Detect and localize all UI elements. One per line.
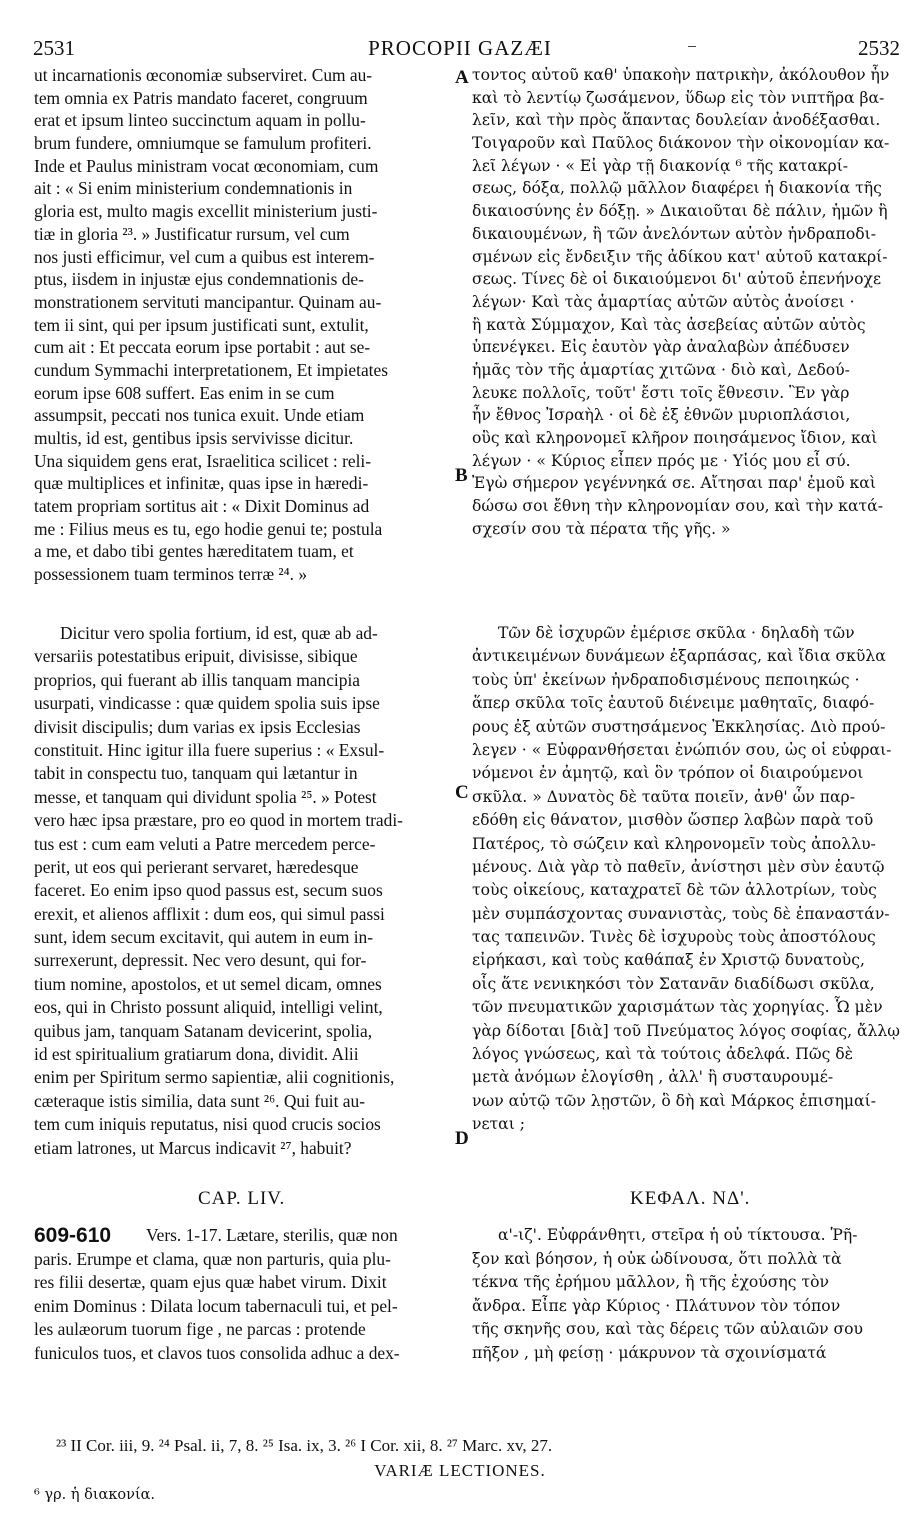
text-line: quibus jam, tanquam Satanam devicerint, spolia, [34,1020,373,1041]
text-line: δώσω σοι ἔθνη τὴν κληρονομίαν σου, καὶ τὴν κατά- [472,497,883,516]
text-line: tem cum iniquis reputatus, nisi quod crucis socios [34,1114,381,1135]
text-line: ἦν ἔθνος Ἰσραὴλ · οἱ δὲ ἐξ ἐθνῶν μυριοπλάσιοι, [472,406,851,425]
text-line: erat et ipsum linteo succinctum aquam in pollu- [34,110,366,131]
text-line: λόγος γνώσεως, καὶ τὰ τούτοις ἀδελφά. Πῶς δὲ [472,1045,854,1064]
text-line: Ἐγὼ σήμερον γεγέννηκά σε. Αἴτησαι παρ' ἐμοῦ καὶ [472,474,876,493]
text-line: eorum ipse 608 suffert. Eas enim in se cum [34,382,335,403]
text-line: gloria est, multo magis excellit ministerium justi- [34,201,378,222]
text-line: νεται ; [472,1115,526,1134]
text-line: μὲν συμπάσχοντας συνανιστὰς, τοὺς δὲ ἐπαναστάν- [472,904,890,923]
text-line: enim Dominus : Dilata locum tabernaculi tui, et pel- [34,1295,398,1316]
text-line: usurpati, vindicasse : quæ quidem spolia suis ipse [34,693,380,714]
text-line: paris. Erumpe et clama, quæ non parturis, quia plu- [34,1248,391,1269]
text-line: Inde et Paulus ministram vocat œconomiam, cum [34,155,379,176]
text-line: ἅπερ σκῦλα τοῖς ἑαυτοῦ διένειμε μαθηταῖς, διαφό- [472,694,875,713]
text-line: constituit. Hinc igitur illa fuere superius : « Exsul- [34,739,385,760]
text-line: quæ multiplices et infinitæ, quas ipse in hæredi- [34,473,369,494]
text-line: messe, et tanquam qui dividunt spolia ²⁵. » Potest [34,786,377,807]
variant-reading-note: ⁶ γρ. ἡ διακονία. [34,1487,156,1503]
text-line: les aulæorum tuorum fige , ne parcas : protende [34,1319,366,1339]
latin-column-top [34,64,452,586]
text-line: δικαιοσύνης ἐν δόξῃ. » Δικαιοῦται δὲ πάλιν, ἡμῶν ἢ [472,202,888,221]
text-line: Una siquidem gens erat, Israelitica scilicet : reli- [34,450,372,471]
text-line: ait : « Si enim ministerium condemnationis in [34,178,353,199]
text-line: possessionem tuam terminos terræ ²⁴. » [34,564,308,585]
margin-letter-c: C [455,782,469,803]
latin-chapter-text [34,1224,452,1365]
text-line: Vers. 1-17. Lætare, sterilis, quæ non [146,1225,398,1245]
header-dash [688,46,696,47]
margin-letter-a: A [455,67,469,88]
greek-column-middle [472,622,902,1137]
text-line: multis, id est, gentibus ipsis servivisse dicitur. [34,428,354,448]
greek-column-top [472,64,902,540]
text-line: brum fundere, omniumque se famulum profiteri. [34,133,372,154]
text-line: τοὺς ὑπ' ἐκείνων ἠνδραποδισμένους πεποιηκώς · [472,670,860,689]
text-line: assumpsit, peccati nos tunica exuit. Unde etiam [34,405,365,426]
text-line: ρους ἐξ αὐτῶν συστησάμενος Ἐκκλησίας. Διὸ πρού- [472,717,886,736]
text-line: νόμενοι ἐν ἀμητῷ, καὶ ὃν τρόπον οἱ διαιρούμενοι [472,764,864,783]
text-line: faceret. Eo enim ipso quod passus est, secum suos [34,880,383,901]
text-line: Τοιγαροῦν καὶ Παῦλος διάκονον τὴν οἰκονομίαν κα- [472,134,890,153]
text-line: τέκνα τῆς ἐρήμου μᾶλλον, ἢ τῆς ἐχούσης τὸν [472,1273,829,1291]
greek-chapter-text [472,1224,902,1365]
text-line: tem omnia ex Patris mandato faceret, congruum [34,87,368,108]
text-line: λεῖ λέγων · « Εἰ γὰρ τῇ διακονίᾳ ⁶ τῆς κατακρί- [472,156,849,175]
text-line: μετὰ ἀνόμων ἐλογίσθη , ἀλλ' ἢ συσταυρουμέ- [472,1068,834,1087]
text-line: λέγων· Καὶ τὰς ἁμαρτίας αὐτῶν αὐτὸς ἀνοίσει · [472,292,855,311]
latin-column-middle [34,622,452,1160]
text-line: τῶν πνευματικῶν χαρισμάτων τὰς χορηγίας. Ὧ μὲν [472,998,883,1017]
text-line: tem ii sint, qui per ipsum justificati sunt, extulit, [34,314,369,335]
margin-letter-b: B [455,465,468,486]
text-line: a me, et dabo tibi gentes hæreditatem tuam, et [34,541,354,562]
text-line: enim per Spiritum sermo sapientiæ, alii cognitionis, [34,1067,395,1088]
footnotes: ²³ II Cor. iii, 9. ²⁴ Psal. ii, 7, 8. ²⁵ Isa. ix, 3. ²⁶ I Cor. xii, 8. ²⁷ Marc. xv, 27. [56,1436,553,1455]
text-line: πῆξον , μὴ φείσῃ · μάκρυνον τὰ σχοινίσματά [472,1343,827,1362]
text-line: σκῦλα. » Δυνατὸς δὲ ταῦτα ποιεῖν, ἀνθ' ὧν παρ- [472,787,855,806]
text-line: Dicitur vero spolia fortium, id est, quæ ab ad- [60,623,378,643]
text-line: perit, ut eos qui perierant servaret, hæredesque [34,856,359,877]
text-line: τας ταπεινῶν. Τινὲς δὲ ἰσχυροὺς τοὺς ἀποστόλους [472,928,876,947]
text-line: surrexerunt, depressit. Nec vero desunt, qui for- [34,950,367,971]
text-line: tatem propriam sortitus ait : « Dixit Dominus ad [34,496,370,517]
text-line: νων αὐτῷ τῶν λῃστῶν, ὃ δὴ καὶ Μάρκος ἐπισημαί- [472,1091,876,1110]
page-number-right: 2532 [858,36,900,60]
text-line: ἡμᾶς τὸν τῆς ἁμαρτίας χιτῶνα · διὸ καὶ, Δεδού- [472,360,850,379]
column-number: 609-610 [34,1224,112,1247]
text-line: eos, qui in Christo possunt aliquid, intelligi velint, [34,997,383,1018]
text-line: etiam latrones, ut Marcus indicavit ²⁷, habuit? [34,1137,352,1158]
variae-lectiones-title: VARIÆ LECTIONES. [374,1461,546,1480]
text-line: me : Filius meus es tu, ego hodie genui te; postula [34,518,383,539]
text-line: cæteraque istis similia, data sunt ²⁶. Qui fuit au- [34,1090,366,1111]
text-line: proprios, qui fuerant ab illis tanquam mancipia [34,669,360,690]
text-line: ἢ κατὰ Σύμμαχον, Καὶ τὰς ἀσεβείας αὐτῶν αὐτὸς [472,315,866,334]
running-title: PROCOPII GAZÆI [368,36,552,60]
text-line: Τῶν δὲ ἰσχυρῶν ἐμέρισε σκῦλα · δηλαδὴ τῶν [498,624,855,642]
text-line: ξον καὶ βόησον, ἡ οὐκ ὠδίνουσα, ὅτι πολλὰ τὰ [472,1249,842,1268]
text-line: ἄνδρα. Εἶπε γὰρ Κύριος · Πλάτυνον τὸν τόπον [472,1296,841,1315]
text-line: λεγεν · « Εὐφρανθήσεται ἐνώπιόν σου, ὡς οἱ εὐφραι- [472,740,892,759]
text-line: σχεσίν σου τὰ πέρατα τῆς γῆς. » [472,519,731,538]
text-line: οὓς καὶ κληρονομεῖ κλῆρον ποιησάμενος ἴδιον, καὶ [472,429,878,447]
text-line: καὶ τὸ λεντίῳ ζωσάμενον, ὕδωρ εἰς τὸν νιπτῆρα βα- [472,88,885,107]
page-number-left: 2531 [33,36,75,60]
text-line: σεως, δόξα, πολλῷ μᾶλλον διαφέρει ἡ διακονία τῆς [472,179,882,198]
text-line: λέγων · « Κύριος εἶπεν πρός με · Υἱός μου εἶ σύ. [472,451,851,470]
text-line: σεως. Τίνες δὲ οἱ δικαιούμενοι δι' αὐτοῦ ἐπενήνοχε [472,270,882,289]
text-line: vero hæc ipsa præstare, pro eo quod in mortem tradi- [34,810,403,831]
text-line: σμένων εἰς ἔνδειξιν τῆς ἀδίκου κατ' αὐτοῦ κατακρί- [472,247,888,266]
text-line: οἷς ἅτε νενικηκόσι τὸν Σατανᾶν διαδίδωσι σκῦλα, [472,974,875,993]
text-line: δικαιουμένων, ἢ τῶν ἀνελόντων αὐτὸν ἠνδραποδι- [472,224,877,243]
text-line: ut incarnationis œconomiæ subserviret. Cum au- [34,65,373,85]
text-line: γὰρ δίδοται [διὰ] τοῦ Πνεύματος λόγος σοφίας, ἄλλῳ [472,1021,901,1040]
text-line: tium nomine, apostolos, et ut semel dicam, omnes [34,973,382,994]
text-line: μένους. Διὰ γὰρ τὸ παθεῖν, ἀνίστησι μὲν σὺν ἑαυτῷ [472,857,885,876]
greek-chapter-title: ΚΕΦΑΛ. ΝΔ'. [630,1188,751,1209]
text-line: tus est : cum eam veluti a Patre mercedem perce- [34,833,376,854]
text-line: erexit, et alienos afflixit : dum eos, qui simul passi [34,903,385,924]
text-line: res filii desertæ, quam ejus quæ habet virum. Dixit [34,1272,387,1292]
text-line: ὑπενέγκει. Εἰς ἑαυτὸν γὰρ ἀναλαβὼν ἀπέδυσεν [472,338,850,357]
text-line: Πατέρος, τὸ σώζειν καὶ κληρονομεῖν τοὺς ἀπολλυ- [472,834,876,853]
latin-chapter-title: CAP. LIV. [198,1188,286,1209]
margin-letter-d: D [455,1128,469,1149]
text-line: εδόθη εἰς θάνατον, μισθὸν ὥσπερ λαβὼν παρὰ τοῦ [472,811,874,830]
text-line: τοντος αὐτοῦ καθ' ὑπακοὴν πατρικὴν, ἀκόλουθον ἦν [472,66,890,84]
text-line: funiculos tuos, et clavos tuos consolida adhuc a dex- [34,1342,400,1363]
text-line: λεῖν, καὶ τὴν πρὸς ἅπαντας δουλείαν ἀνοδέξασθαι. [472,111,881,130]
text-line: τοὺς οἰκείους, καταχρατεῖ δὲ τῶν ἀλλοτρίων, τοὺς [472,881,877,900]
text-line: εἰρήκασι, καὶ τοὺς καθάπαξ ἐν Χριστῷ δυνατοὺς, [472,951,865,970]
text-line: tiæ in gloria ²³. » Justificatur rursum, vel cum [34,223,350,244]
text-line: ἀντικειμένων δυνάμεων ἐξαρπάσας, καὶ ἴδια σκῦλα [472,647,886,666]
text-line: α'-ιζ'. Εὐφράνθητι, στεῖρα ἡ οὐ τίκτουσα. Ῥῆ- [498,1226,858,1244]
text-line: versariis potestatibus eripuit, divisisse, sibique [34,646,358,667]
text-line: divisit discipulis; dum varias ex ipsis Ecclesias [34,716,361,737]
text-line: monstrationem servituti mancipantur. Quinam au- [34,291,382,312]
text-line: sunt, idem secum excitavit, qui autem in eum in- [34,927,374,948]
text-line: τῆς σκηνῆς σου, καὶ τὰς δέρεις τῶν αὐλαιῶν σου [472,1320,864,1338]
text-line: cum ait : Et peccata eorum ipse portabit : aut se- [34,337,371,358]
text-line: cundum Symmachi interpretationem, Et impietates [34,359,389,380]
text-line: tabit in conspectu tuo, tanquam qui lætantur in [34,763,358,784]
text-line: id est spiritualium gratiarum dona, dividit. Alii [34,1044,359,1065]
text-line: λευκε πολλοῖς, τοῦτ' ἔστι τοῖς ἔθνεσιν. Ἓν γὰρ [472,383,850,402]
text-line: ptus, iisdem in injustæ ejus condemnationis de- [34,269,364,290]
text-line: nos justi efficimur, vel cum a quibus est interem- [34,246,375,267]
